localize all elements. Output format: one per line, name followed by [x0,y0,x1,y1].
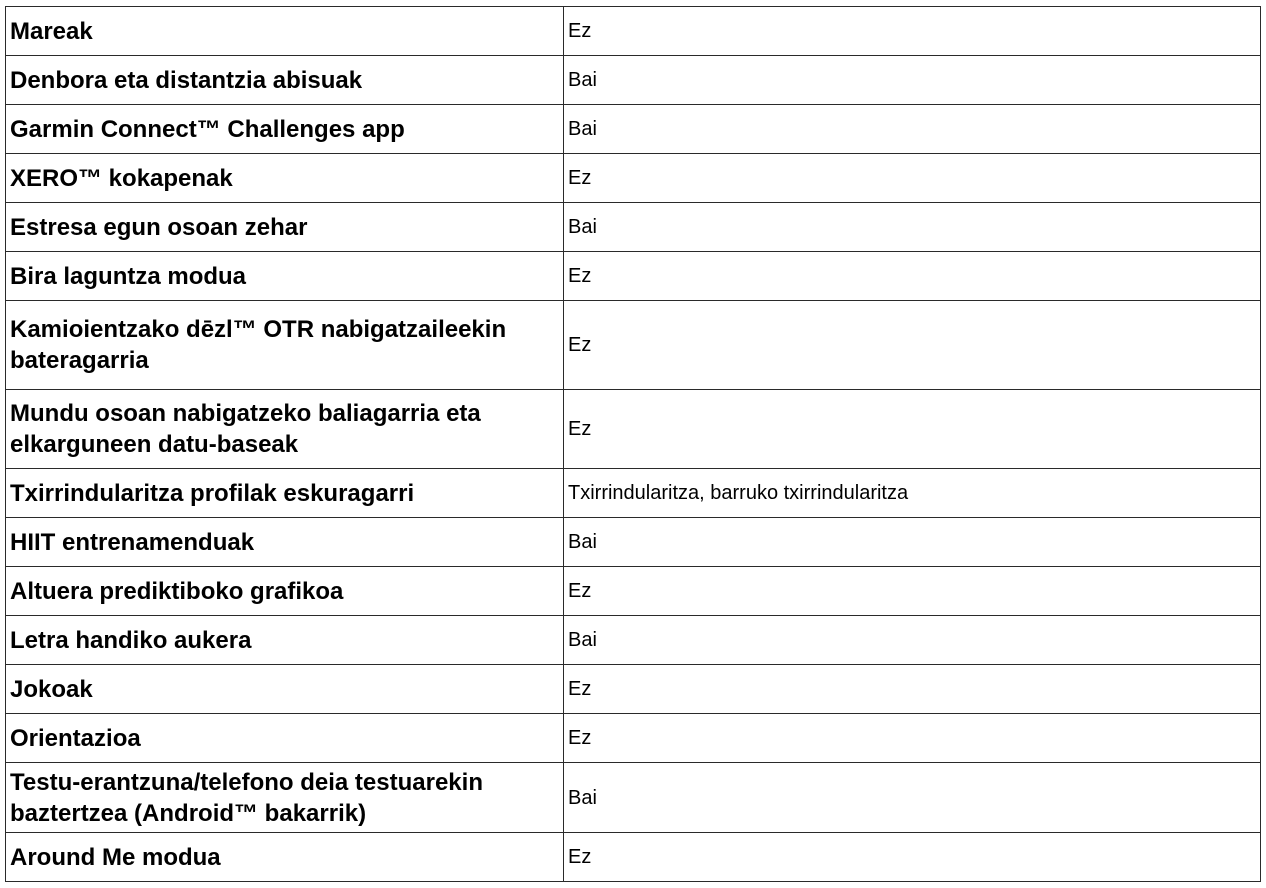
feature-value: Txirrindularitza, barruko txirrindularitza [564,469,1261,518]
feature-value: Ez [564,390,1261,469]
table-row [6,616,1261,665]
feature-name: HIIT entrenamenduak [6,518,564,567]
feature-name: Mareak [6,7,564,56]
table-row [6,203,1261,252]
feature-value: Ez [564,665,1261,714]
table-row [6,301,1261,390]
table-row [6,567,1261,616]
table-row [6,154,1261,203]
table-row [6,665,1261,714]
feature-name: Jokoak [6,665,564,714]
table-row [6,56,1261,105]
feature-value: Ez [564,567,1261,616]
table-row [6,518,1261,567]
feature-name: Letra handiko aukera [6,616,564,665]
feature-value: Ez [564,154,1261,203]
feature-value: Bai [564,56,1261,105]
feature-value: Ez [564,833,1261,882]
feature-name: Around Me modua [6,833,564,882]
feature-value: Bai [564,616,1261,665]
feature-value: Ez [564,714,1261,763]
feature-name: Txirrindularitza profilak eskuragarri [6,469,564,518]
table-row [6,7,1261,56]
feature-value: Ez [564,252,1261,301]
table-row [6,252,1261,301]
feature-value: Bai [564,763,1261,833]
table-row [6,833,1261,882]
feature-name: Denbora eta distantzia abisuak [6,56,564,105]
feature-name: Estresa egun osoan zehar [6,203,564,252]
table-row [6,390,1261,469]
feature-name: Bira laguntza modua [6,252,564,301]
feature-name: XERO™ kokapenak [6,154,564,203]
feature-value: Ez [564,7,1261,56]
feature-table [5,6,1261,882]
table-row [6,469,1261,518]
feature-value: Bai [564,518,1261,567]
feature-name: Testu-erantzuna/telefono deia testuarekin baztertzea (Android™ bakarrik) [6,763,564,833]
feature-value: Ez [564,301,1261,390]
feature-name: Kamioientzako dēzl™ OTR nabigatzaileekin bateragarria [6,301,564,390]
table-row [6,714,1261,763]
feature-name: Altuera prediktiboko grafikoa [6,567,564,616]
feature-value: Bai [564,105,1261,154]
table-row [6,763,1261,833]
feature-name: Mundu osoan nabigatzeko baliagarria eta elkarguneen datu-baseak [6,390,564,469]
feature-name: Garmin Connect™ Challenges app [6,105,564,154]
feature-value: Bai [564,203,1261,252]
table-row [6,105,1261,154]
feature-name: Orientazioa [6,714,564,763]
